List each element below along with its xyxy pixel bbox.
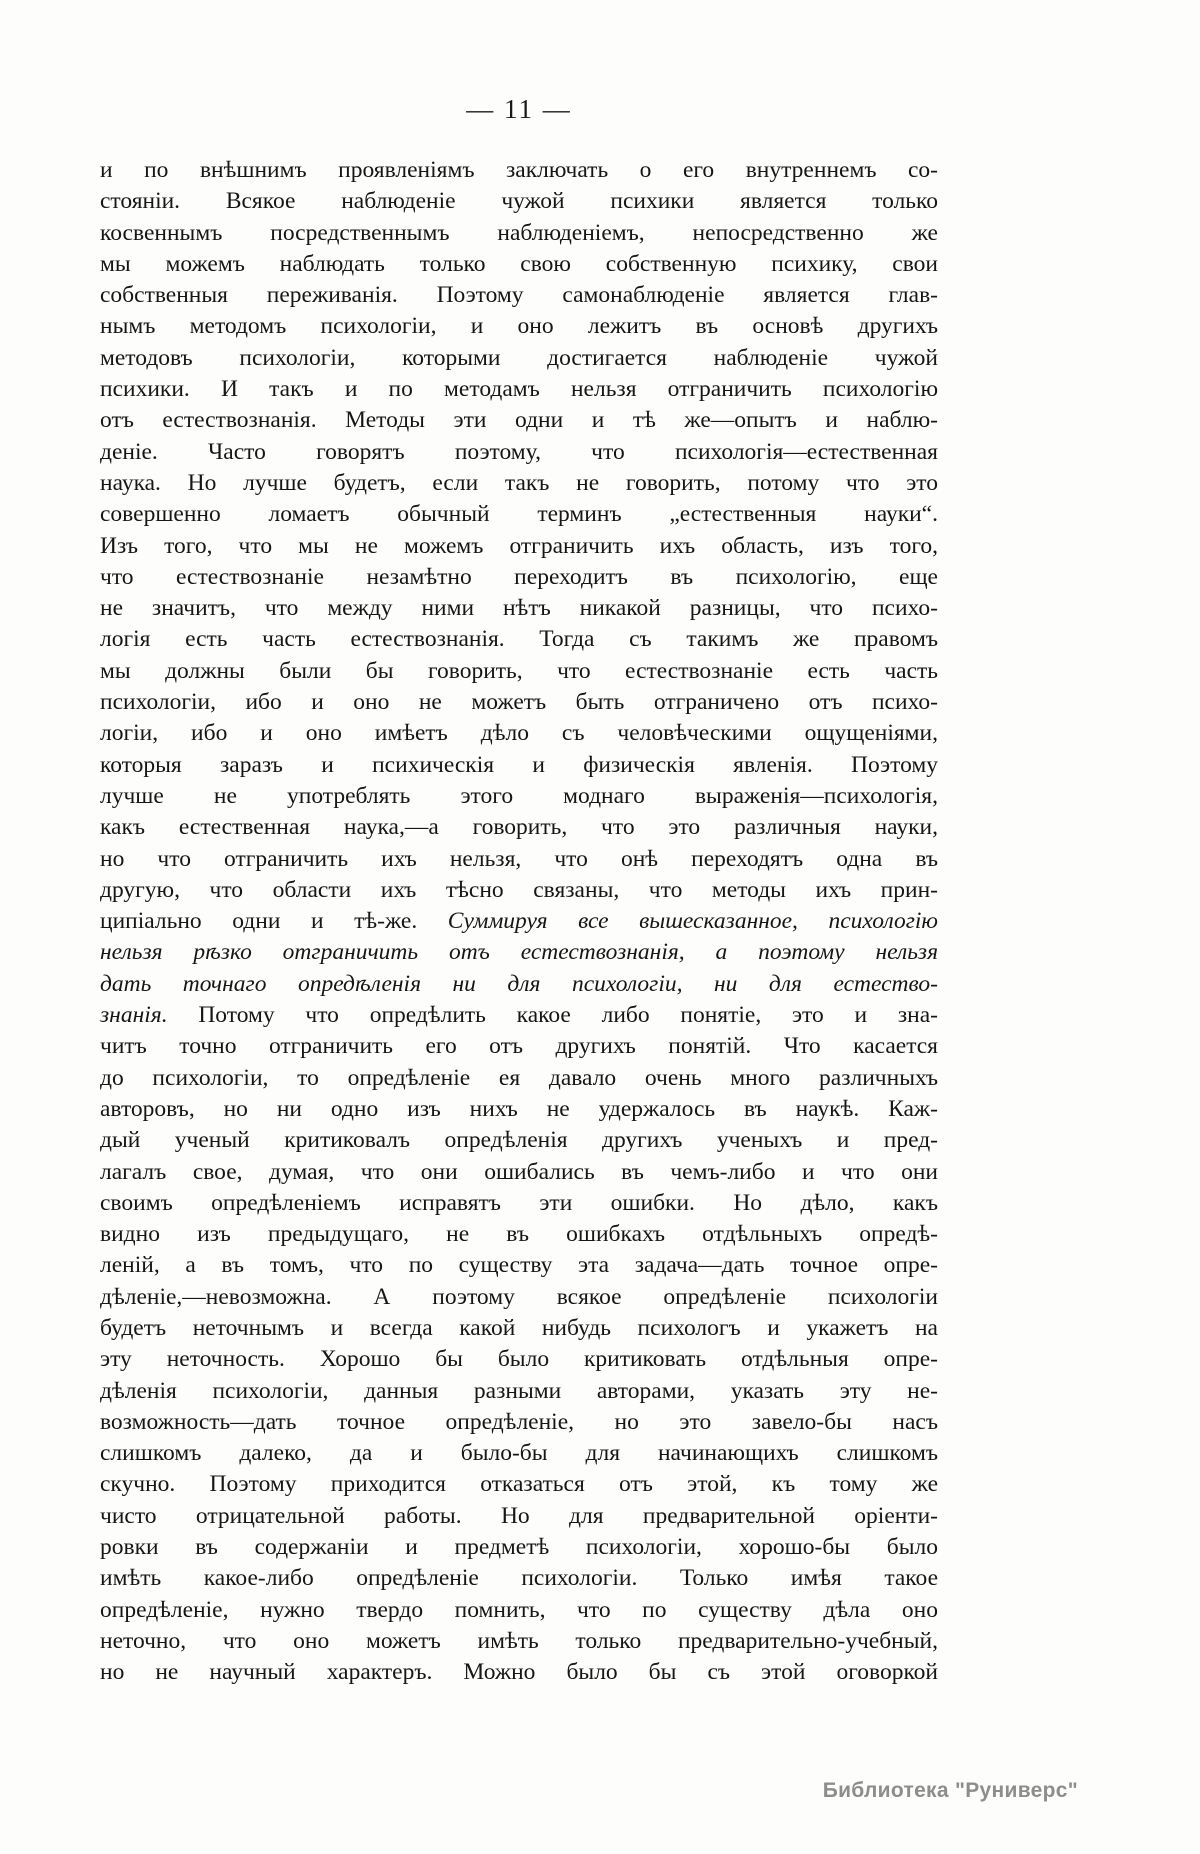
text-line <box>100 1595 938 1626</box>
text-line <box>100 1563 938 1594</box>
library-watermark: Библиотека "Руниверс" <box>822 1779 1078 1802</box>
text-segment: косвеннымъ посредственнымъ наблюденіемъ, непосредственно же <box>100 219 938 246</box>
text-line <box>100 781 938 812</box>
text-segment: имѣть какое-либо опредѣленіе психологіи. Только имѣя такое <box>100 1565 938 1592</box>
text-segment: стояніи. Всякое наблюденіе чужой психики является только <box>100 188 938 215</box>
text-line <box>100 562 938 593</box>
text-segment: леній, а въ томъ, что по существу эта задача—дать точное опре- <box>100 1252 938 1279</box>
text-segment: мы должны были бы говорить, что естествознаніе есть часть <box>100 657 938 684</box>
italic-text-segment: знанія. <box>100 1002 168 1029</box>
text-line <box>100 531 938 562</box>
italic-text-segment: Суммируя все вышесказанное, психологію <box>447 908 938 935</box>
text-line <box>100 1000 938 1031</box>
text-segment: лучше не употреблять этого моднаго выраженія—психологія, <box>100 782 938 809</box>
text-segment: до психологіи, то опредѣленіе ея давало очень много различныхъ <box>100 1064 938 1091</box>
text-line <box>100 1438 938 1469</box>
text-line <box>100 844 938 875</box>
text-segment: скучно. Поэтому приходится отказаться отъ этой, къ тому же <box>100 1471 938 1498</box>
text-segment: собственныя переживанія. Поэтому самонаблюденіе является глав- <box>100 282 938 309</box>
text-line <box>100 1469 938 1500</box>
text-segment: методовъ психологіи, которыми достигается наблюденіе чужой <box>100 344 938 371</box>
text-line <box>100 155 938 186</box>
text-line <box>100 906 938 937</box>
text-segment: видно изъ предыдущаго, не въ ошибкахъ отдѣльныхъ опредѣ- <box>100 1221 938 1248</box>
text-line <box>100 311 938 342</box>
text-segment: Изъ того, что мы не можемъ отграничить ихъ область, изъ того, <box>100 532 938 559</box>
text-segment: логія есть часть естествознанія. Тогда съ такимъ же правомъ <box>100 626 938 653</box>
text-segment: нымъ методомъ психологіи, и оно лежитъ въ основѣ другихъ <box>100 313 938 340</box>
text-segment: слишкомъ далеко, да и было-бы для начинающихъ слишкомъ <box>100 1440 938 1467</box>
text-segment: но что отграничить ихъ нельзя, что онѣ переходятъ одна въ <box>100 845 938 872</box>
text-segment: читъ точно отграничить его отъ другихъ понятій. Что касается <box>100 1033 938 1060</box>
text-line <box>100 1219 938 1250</box>
text-segment: будетъ неточнымъ и всегда какой нибудь психологъ и укажетъ на <box>100 1314 938 1341</box>
text-line <box>100 1376 938 1407</box>
page-number: — 11 — <box>466 94 572 124</box>
text-segment: лагалъ свое, думая, что они ошибались въ чемъ-либо и что они <box>100 1158 938 1185</box>
text-line <box>100 593 938 624</box>
text-line <box>100 937 938 968</box>
text-segment: но не научный характеръ. Можно было бы съ этой оговоркой <box>100 1659 938 1686</box>
text-line <box>100 875 938 906</box>
text-segment: дый ученый критиковалъ опредѣленія другихъ ученыхъ и пред- <box>100 1127 938 1154</box>
text-line <box>100 1188 938 1219</box>
page-text <box>100 155 938 1689</box>
text-segment: отъ естествознанія. Методы эти одни и тѣ же—опытъ и наблю- <box>100 407 938 434</box>
text-line <box>100 1094 938 1125</box>
text-segment: авторовъ, но ни одно изъ нихъ не удержалось въ наукѣ. Каж- <box>100 1095 938 1122</box>
text-line <box>100 1282 938 1313</box>
text-line <box>100 718 938 749</box>
text-line <box>100 1157 938 1188</box>
text-line <box>100 1313 938 1344</box>
text-line <box>100 687 938 718</box>
text-line <box>100 624 938 655</box>
text-segment: возможность—дать точное опредѣленіе, но это завело-бы насъ <box>100 1408 938 1435</box>
text-line <box>100 1344 938 1375</box>
text-line <box>100 1063 938 1094</box>
text-segment: психологіи, ибо и оно не можетъ быть отграничено отъ психо- <box>100 689 938 716</box>
text-line <box>100 280 938 311</box>
text-line <box>100 468 938 499</box>
text-line <box>100 750 938 781</box>
text-segment: какъ естественная наука,—а говорить, что это различныя науки, <box>100 814 938 841</box>
text-line <box>100 1125 938 1156</box>
italic-text-segment: нельзя рѣзко отграничить отъ естествознанія, а поэтому нельзя <box>100 939 938 966</box>
text-line <box>100 1532 938 1563</box>
text-line <box>100 1501 938 1532</box>
italic-text-segment: дать точнаго опредѣленія ни для психологіи, ни для естество- <box>100 970 938 997</box>
text-line <box>100 218 938 249</box>
text-segment: эту неточность. Хорошо бы было критиковать отдѣльныя опре- <box>100 1346 938 1373</box>
text-segment: не значитъ, что между ними нѣтъ никакой разницы, что психо- <box>100 595 938 622</box>
text-segment: и по внѣшнимъ проявленіямъ заключать о его внутреннемъ со- <box>100 157 938 183</box>
text-segment: чисто отрицательной работы. Но для предварительной оріенти- <box>100 1502 938 1529</box>
text-segment: ровки въ содержаніи и предметѣ психологіи, хорошо-бы было <box>100 1534 938 1561</box>
text-segment: другую, что области ихъ тѣсно связаны, что методы ихъ прин- <box>100 876 938 903</box>
text-line <box>100 499 938 530</box>
text-segment: ципіально одни и тѣ-же. <box>100 908 448 935</box>
text-line <box>100 1407 938 1438</box>
text-segment: совершенно ломаетъ обычный терминъ „естественныя науки“. <box>100 501 938 528</box>
text-segment: логіи, ибо и оно имѣетъ дѣло съ человѣческими ощущеніями, <box>100 720 938 747</box>
text-line <box>100 374 938 405</box>
text-segment: мы можемъ наблюдать только свою собственную психику, свои <box>100 250 938 277</box>
text-segment: психики. И такъ и по методамъ нельзя отграничить психологію <box>100 376 938 403</box>
text-segment: наука. Но лучше будетъ, если такъ не говорить, потому что это <box>100 469 938 496</box>
text-line <box>100 249 938 280</box>
text-line <box>100 343 938 374</box>
text-segment: Потому что опредѣлить какое либо понятіе, это и зна- <box>167 1002 938 1029</box>
text-segment: дѣленіе,—невозможна. А поэтому всякое опредѣленіе психологіи <box>100 1283 938 1310</box>
text-line <box>100 437 938 468</box>
text-line <box>100 1626 938 1657</box>
text-segment: неточно, что оно можетъ имѣть только предварительно-учебный, <box>100 1627 938 1654</box>
text-segment: дѣленія психологіи, данныя разными авторами, указать эту не- <box>100 1377 938 1404</box>
text-line <box>100 969 938 1000</box>
text-line <box>100 812 938 843</box>
text-line <box>100 405 938 436</box>
text-segment: которыя заразъ и психическія и физическія явленія. Поэтому <box>100 751 938 778</box>
text-line <box>100 1031 938 1062</box>
text-segment: деніе. Часто говорятъ поэтому, что психологія—естественная <box>100 438 938 465</box>
text-line <box>100 186 938 217</box>
text-line <box>100 1657 938 1688</box>
text-line <box>100 1250 938 1281</box>
text-segment: своимъ опредѣленіемъ исправятъ эти ошибки. Но дѣло, какъ <box>100 1189 938 1216</box>
text-line <box>100 656 938 687</box>
text-segment: что естествознаніе незамѣтно переходитъ въ психологію, еще <box>100 563 938 590</box>
text-segment: опредѣленіе, нужно твердо помнить, что по существу дѣла оно <box>100 1596 938 1623</box>
